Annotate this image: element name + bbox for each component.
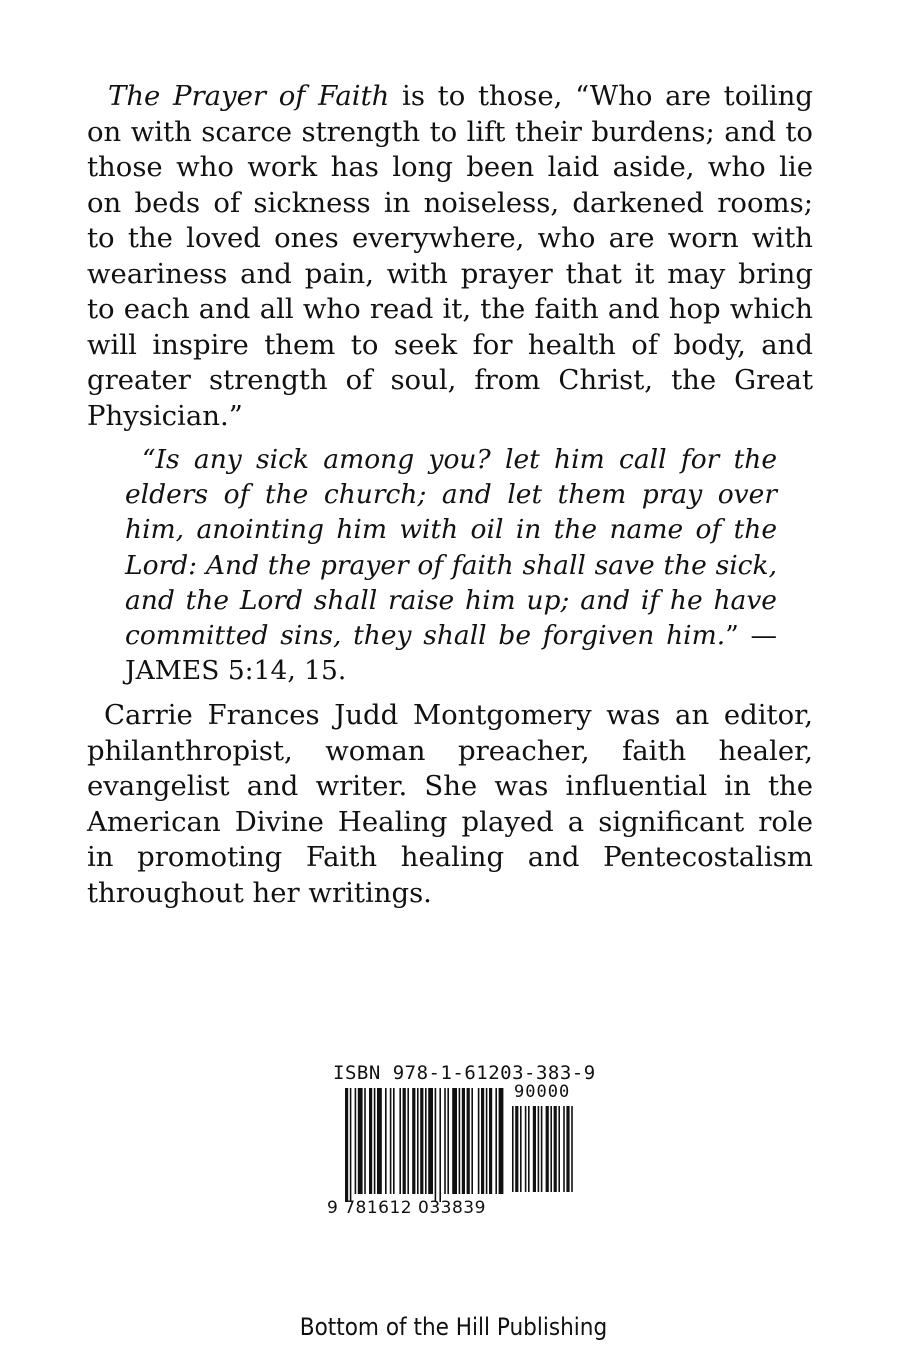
addon-bar [550, 1106, 552, 1192]
addon-bar [554, 1106, 557, 1192]
barcode-bar [471, 1088, 473, 1194]
ean-digits: 9 781612 033839 [327, 1198, 486, 1218]
addon-bar [558, 1106, 560, 1192]
addon-bar [515, 1106, 518, 1192]
barcode-bar [364, 1088, 366, 1194]
barcode-bar [358, 1088, 363, 1194]
barcode-bar [447, 1088, 449, 1194]
addon-bar [546, 1106, 549, 1192]
addon-bar [571, 1106, 573, 1192]
barcode-bar [412, 1088, 415, 1194]
barcode-bar [417, 1088, 419, 1194]
scripture-citation: ” — JAMES 5:14, 15. [125, 620, 777, 687]
barcode-bar [478, 1088, 480, 1194]
addon-bar [512, 1106, 514, 1192]
barcode-bar [439, 1088, 441, 1202]
barcode-bar [481, 1088, 484, 1194]
addon-bar [566, 1106, 569, 1192]
publisher-name: Bottom of the Hill Publishing [299, 1313, 608, 1341]
barcode-bar [459, 1088, 461, 1194]
addon-bar [563, 1106, 565, 1192]
scripture-text: “Is any sick among you? let him call for the elders of the church; and let them pray over him, anointing him with oil in the name of the Lord: And the prayer of faith shall save the sick, and the Lord shall raise him up; and if he have committed sins, they shall be forgiven him. [125, 444, 777, 652]
barcode-bar [444, 1088, 446, 1194]
addon-bar [541, 1106, 543, 1192]
scripture-quote [125, 442, 777, 688]
barcode-bar [467, 1088, 470, 1194]
barcode-bar [369, 1088, 372, 1194]
barcode-bar [390, 1088, 392, 1194]
isbn-label: ISBN 978-1-61203-383-9 [333, 1062, 596, 1084]
barcode-bar [486, 1088, 488, 1194]
barcode-bar [420, 1088, 423, 1194]
barcode-bar [499, 1088, 504, 1194]
barcode-bar [377, 1088, 382, 1194]
addon-bar [528, 1106, 530, 1192]
barcode-bar [407, 1088, 409, 1194]
barcode-bar [452, 1088, 457, 1194]
barcode-bar [350, 1088, 352, 1202]
isbn-barcode [327, 1062, 596, 1222]
barcode-bar [345, 1088, 348, 1202]
addon-bar [525, 1106, 527, 1192]
barcode-bar [393, 1088, 395, 1194]
addon-bar [533, 1106, 536, 1192]
barcode-bar [425, 1088, 427, 1194]
barcode-bar [435, 1088, 437, 1202]
barcode-bar [374, 1088, 376, 1194]
barcode-bar [495, 1088, 497, 1194]
description-paragraph [87, 79, 813, 434]
book-title: The Prayer of Faith [108, 80, 390, 112]
barcode-bar [399, 1088, 401, 1194]
addon-bar [538, 1106, 540, 1192]
barcode-bar [489, 1088, 492, 1194]
barcode-bar [355, 1088, 357, 1194]
price-code: 90000 [514, 1082, 571, 1102]
description-text: is to those, “Who are toiling on with scarce strength to lift their burdens; and to those who work has long been laid aside, who lie on beds of sickness in noiseless, darkened rooms; to the loved ones everywhere, who are worn with weariness and pain, with prayer that it may bring to each and all who read it, the faith and hop which will inspire them to seek for health of body, and greater strength of soul, from Christ, the Great Physician.” [87, 80, 813, 432]
barcode-bar [403, 1088, 406, 1194]
addon-bar [520, 1106, 522, 1192]
barcode-bar [462, 1088, 465, 1194]
author-bio: Carrie Frances Judd Montgomery was an editor, philanthropist, woman preacher, faith healer, evangelist and writer. She was influential in the American Divine Healing played a significant role in promoting Faith healing and Pentecostalism throughout her writings. [87, 699, 813, 909]
barcode-bar [428, 1088, 433, 1194]
barcode-bar [385, 1088, 387, 1194]
